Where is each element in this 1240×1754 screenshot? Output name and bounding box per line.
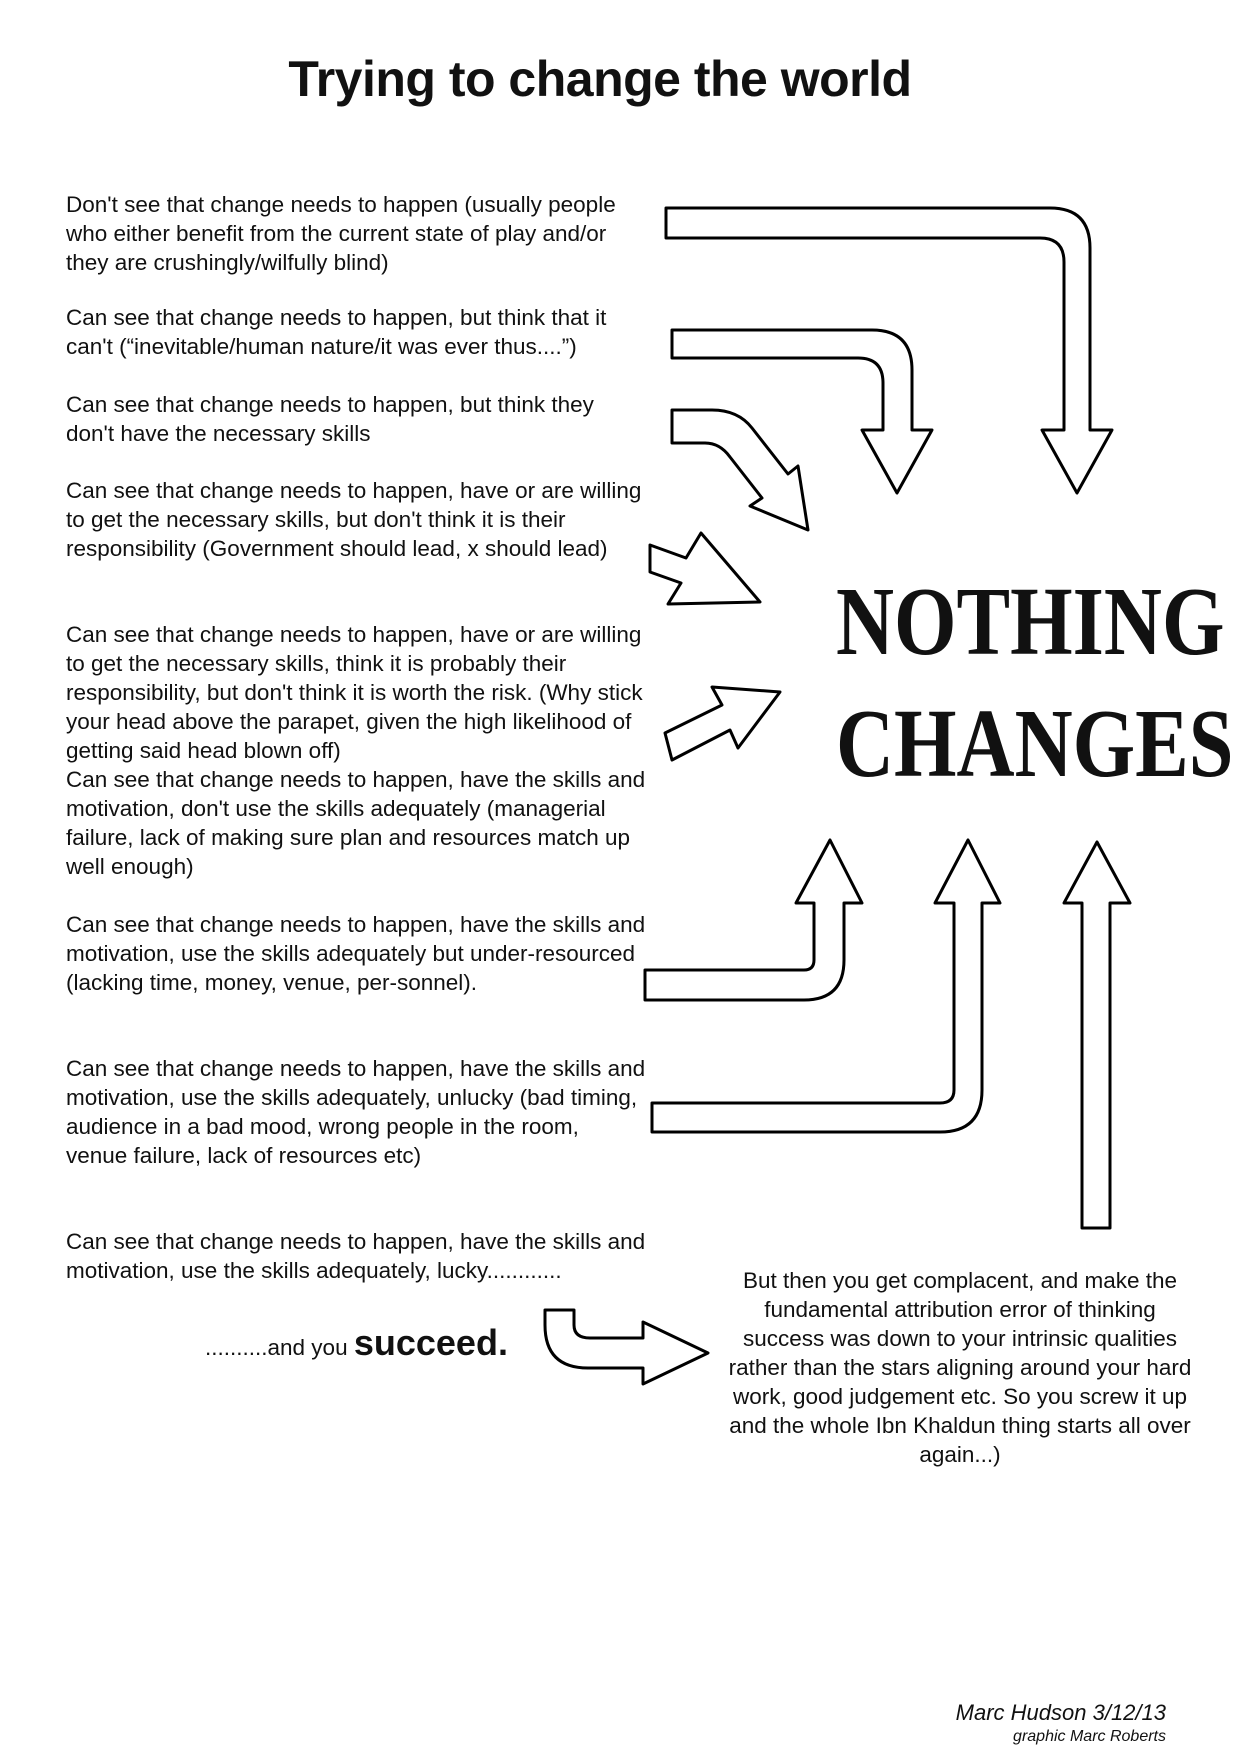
author-credit: Marc Hudson 3/12/13	[955, 1700, 1166, 1725]
succeed-word: succeed.	[353, 1322, 508, 1363]
reason-lack-skills: Can see that change needs to happen, but think they don't have the necessary skills	[66, 392, 594, 446]
page-title: Trying to change the world	[288, 51, 912, 107]
arrow-straight-5	[665, 687, 780, 760]
reason-not-worth-risk: Can see that change needs to happen, have or are willing to get the necessary skills, think it is probably their responsibility, but don't think it is worth the risk. (Why stick your head above the parapet, given the high likelihood of getting said head blown off)	[66, 622, 643, 763]
reason-unlucky: Can see that change needs to happen, have the skills and motivation, use the skills adequately, unlucky (bad timing, audience in a bad mood, wrong people in the room, venue failure, lack of resources etc)	[66, 1056, 646, 1168]
arrow-bent-up-6	[645, 840, 862, 1000]
reason-think-cannot-change: Can see that change needs to happen, but think that it can't (“inevitable/human nature/it was ever thus....”)	[66, 305, 607, 359]
arrow-hook-9	[545, 1310, 708, 1384]
reason-not-responsibility: Can see that change needs to happen, have or are willing to get the necessary skills, but don't think it is their responsibility (Government should lead, x should lead)	[66, 478, 642, 561]
arrow-straight-4	[650, 533, 760, 604]
succeed-prefix: ..........and you	[205, 1335, 348, 1360]
complacency-note: But then you get complacent, and make the fundamental attribution error of thinking success was down to your intrinsic qualities rather than the stars aligning around your hard work, good judgement etc. So you screw it up and the whole Ibn Khaldun thing starts all over again...)	[728, 1268, 1192, 1467]
reason-poor-skill-use: Can see that change needs to happen, have the skills and motivation, don't use the skills adequately (managerial failure, lack of making sure plan and resources match up well enough)	[66, 767, 646, 879]
outcome-nothing: NOTHING	[836, 568, 1225, 676]
arrow-straight-up-8	[1064, 842, 1130, 1228]
reason-not-seeing-need: Don't see that change needs to happen (usually people who either benefit from the current state of play and/or they are crushingly/wilfully blind)	[66, 192, 616, 275]
outcome-changes: CHANGES	[836, 690, 1234, 798]
reason-lucky: Can see that change needs to happen, have the skills and motivation, use the skills adequately, lucky............	[66, 1229, 646, 1283]
arrow-curved-3	[672, 410, 808, 530]
graphic-credit: graphic Marc Roberts	[1013, 1728, 1166, 1745]
reason-under-resourced: Can see that change needs to happen, have the skills and motivation, use the skills adequately but under-resourced (lacking time, money, venue, per-sonnel).	[66, 912, 646, 995]
